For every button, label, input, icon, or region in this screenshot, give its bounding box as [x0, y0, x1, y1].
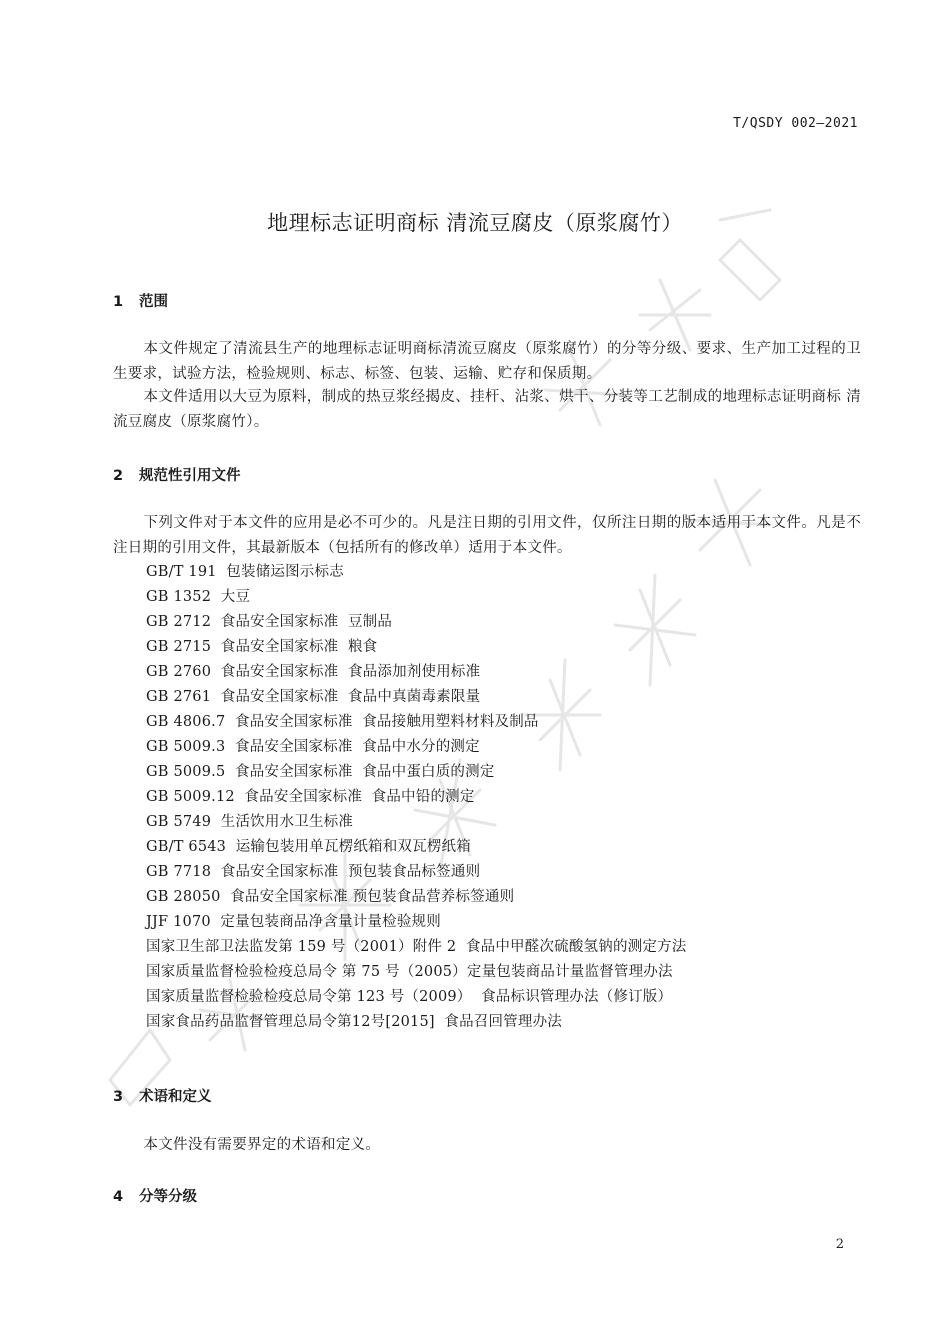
reference-item: GB 2760 食品安全国家标准 食品添加剂使用标准	[146, 664, 481, 680]
reference-item: GB 28050 食品安全国家标准 预包装食品营养标签通则	[146, 889, 515, 905]
reference-item: GB 5009.12 食品安全国家标准 食品中铅的测定	[146, 789, 475, 805]
reference-item: 国家质量监督检验检疫总局令 第 75 号（2005）定量包装商品计量监督管理办法	[146, 964, 673, 980]
section-3-paragraph-1: 本文件没有需要界定的术语和定义。	[143, 1137, 381, 1153]
standard-code: T/QSDY 002—2021	[733, 116, 858, 131]
document-title: 地理标志证明商标 清流豆腐皮（原浆腐竹）	[267, 211, 683, 235]
reference-item: GB 2715 食品安全国家标准 粮食	[146, 639, 378, 655]
section-4-heading	[113, 1185, 197, 1206]
section-title: 分等分级	[139, 1189, 197, 1205]
section-2-heading	[113, 464, 241, 485]
section-title: 规范性引用文件	[139, 468, 241, 484]
reference-item: JJF 1070 定量包装商品净含量计量检验规则	[146, 914, 441, 930]
reference-item: GB 5749 生活饮用水卫生标准	[146, 814, 354, 830]
reference-item: GB/T 6543 运输包装用单瓦楞纸箱和双瓦楞纸箱	[146, 839, 471, 855]
section-number: 2	[113, 468, 124, 484]
reference-item: 国家质量监督检验检疫总局令第 123 号（2009） 食品标识管理办法（修订版）	[146, 989, 673, 1005]
section-1-paragraph-2: 本文件适用以大豆为原料，制成的热豆浆经揭皮、挂杆、沾浆、烘干、分装等工艺制成的地理标志证明商标 清流豆腐皮（原浆腐竹）。	[113, 389, 861, 430]
section-2-paragraph-1: 下列文件对于本文件的应用是必不可少的。凡是注日期的引用文件，仅所注日期的版本适用于本文件。凡是不注日期的引用文件，其最新版本（包括所有的修改单）适用于本文件。	[113, 515, 861, 556]
section-1-paragraph-1: 本文件规定了清流县生产的地理标志证明商标清流豆腐皮（原浆腐竹）的分等分级、要求、生产加工过程的卫生要求，试验方法，检验规则、标志、标签、包装、运输、贮存和保质期。	[113, 341, 861, 382]
reference-item: 国家食品药品监督管理总局令第12号[2015] 食品召回管理办法	[146, 1014, 562, 1030]
reference-item: GB 2761 食品安全国家标准 食品中真菌毒素限量	[146, 689, 481, 705]
section-title: 术语和定义	[139, 1089, 212, 1105]
reference-item: GB 7718 食品安全国家标准 预包装食品标签通则	[146, 864, 481, 880]
reference-list	[146, 560, 686, 1035]
reference-item: GB 2712 食品安全国家标准 豆制品	[146, 614, 393, 630]
section-number: 3	[113, 1089, 124, 1105]
reference-item: GB 5009.5 食品安全国家标准 食品中蛋白质的测定	[146, 764, 495, 780]
reference-item: 国家卫生部卫法监发第 159 号（2001）附件 2 食品中甲醛次硫酸氢钠的测定方法	[146, 939, 687, 955]
reference-item: GB 5009.3 食品安全国家标准 食品中水分的测定	[146, 739, 480, 755]
reference-item: GB 4806.7 食品安全国家标准 食品接触用塑料材料及制品	[146, 714, 539, 730]
section-1-heading	[113, 290, 168, 311]
section-3-heading	[113, 1085, 212, 1106]
page-number: 2	[835, 1237, 844, 1252]
section-title: 范围	[139, 294, 168, 310]
section-number: 1	[113, 294, 124, 310]
reference-item: GB/T 191 包装储运图示标志	[146, 564, 344, 580]
reference-item: GB 1352 大豆	[146, 589, 251, 605]
section-number: 4	[113, 1189, 124, 1205]
